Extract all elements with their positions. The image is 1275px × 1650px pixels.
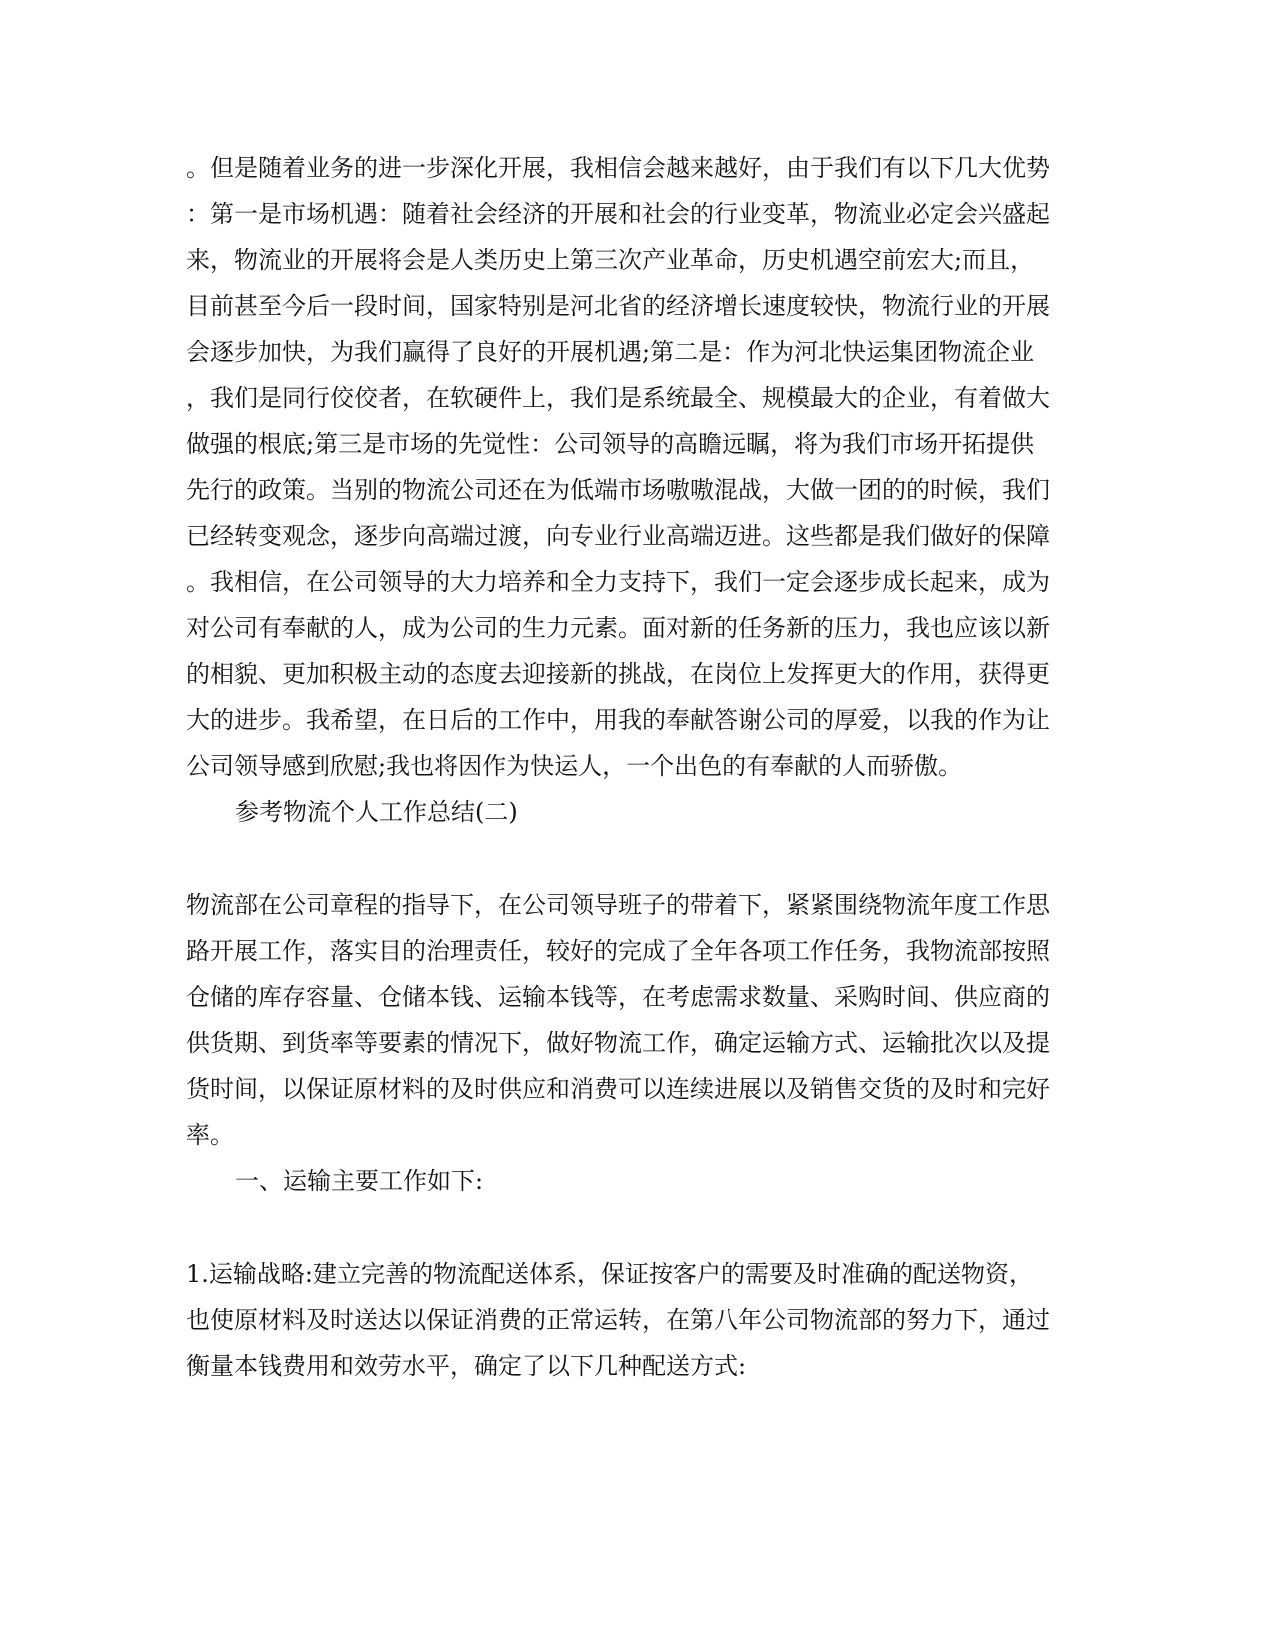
paragraph-1-line: 的相貌、更加积极主动的态度去迎接新的挑战，在岗位上发挥更大的作用，获得更 [186, 660, 1050, 688]
paragraph-1-line: 做强的根底;第三是市场的先觉性：公司领导的高瞻远瞩，将为我们市场开拓提供 [186, 430, 1035, 458]
paragraph-1-line: ：第一是市场机遇：随着社会经济的开展和社会的行业变革，物流业必定会兴盛起 [186, 200, 1050, 228]
paragraph-2-line: 物流部在公司章程的指导下，在公司领导班子的带着下，紧紧围绕物流年度工作思 [186, 891, 1050, 919]
paragraph-3-line: 1.运输战略:建立完善的物流配送体系，保证按客户的需要及时准确的配送物资， [186, 1260, 1033, 1288]
paragraph-3-line: 衡量本钱费用和效劳水平，确定了以下几种配送方式: [186, 1352, 747, 1380]
paragraph-1-line: 先行的政策。当别的物流公司还在为低端市场嗷嗷混战，大做一团的的时候，我们 [186, 476, 1050, 504]
paragraph-2-line: 率。 [186, 1121, 234, 1149]
paragraph-1-line: 公司领导感到欣慰;我也将因作为快运人，一个出色的有奉献的人而骄傲。 [186, 752, 963, 780]
paragraph-1-line: 。我相信，在公司领导的大力培养和全力支持下，我们一定会逐步成长起来，成为 [186, 568, 1050, 596]
paragraph-1-line: ，我们是同行佼佼者，在软硬件上，我们是系统最全、规模最大的企业，有着做大 [186, 384, 1050, 412]
paragraph-1-line: 。但是随着业务的进一步深化开展，我相信会越来越好，由于我们有以下几大优势 [186, 154, 1050, 182]
paragraph-1-line: 目前甚至今后一段时间，国家特别是河北省的经济增长速度较快，物流行业的开展 [186, 292, 1050, 320]
paragraph-1-line: 已经转变观念，逐步向高端过渡，向专业行业高端迈进。这些都是我们做好的保障 [186, 522, 1050, 550]
paragraph-2-line: 路开展工作，落实目的治理责任，较好的完成了全年各项工作任务，我物流部按照 [186, 937, 1050, 965]
paragraph-1-line: 对公司有奉献的人，成为公司的生力元素。面对新的任务新的压力，我也应该以新 [186, 614, 1050, 642]
paragraph-1-line: 大的进步。我希望，在日后的工作中，用我的奉献答谢公司的厚爱，以我的作为让 [186, 706, 1050, 734]
paragraph-1-line: 来，物流业的开展将会是人类历史上第三次产业革命，历史机遇空前宏大;而且， [186, 246, 1035, 274]
paragraph-2-line: 供货期、到货率等要素的情况下，做好物流工作，确定运输方式、运输批次以及提 [186, 1029, 1050, 1057]
paragraph-1-line: 会逐步加快，为我们赢得了良好的开展机遇;第二是：作为河北快运集团物流企业 [186, 338, 1035, 366]
subsection-heading: 一、运输主要工作如下: [235, 1167, 484, 1195]
paragraph-2-line: 仓储的库存容量、仓储本钱、运输本钱等，在考虑需求数量、采购时间、供应商的 [186, 983, 1050, 1011]
paragraph-2-line: 货时间，以保证原材料的及时供应和消费可以连续进展以及销售交货的及时和完好 [186, 1075, 1050, 1103]
paragraph-3-line: 也使原材料及时送达以保证消费的正常运转，在第八年公司物流部的努力下，通过 [186, 1306, 1050, 1334]
section-heading: 参考物流个人工作总结(二) [235, 798, 518, 826]
